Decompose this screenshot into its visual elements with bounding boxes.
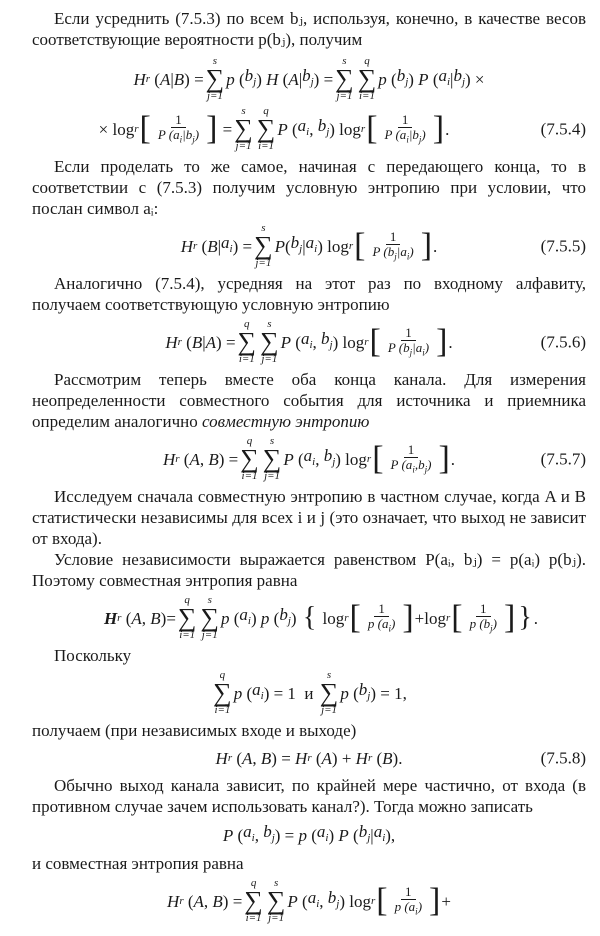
equation-number-7-5-6: (7.5.6) bbox=[540, 332, 586, 352]
equation-independent bbox=[32, 595, 586, 641]
eq-757-formula: H r ( A , B ) = q ∑ i=1 s ∑ j=1 P ( $a_i$ , $b_j$ ) log r [ $\frac{1}{P (a_i,b_j)}$ ] . bbox=[162, 435, 456, 482]
equation-number-7-5-7: (7.5.7) bbox=[540, 449, 586, 469]
paragraph-7: Поскольку bbox=[54, 646, 132, 665]
equation-last bbox=[32, 878, 586, 924]
equation-number-7-5-5: (7.5.5) bbox=[540, 236, 586, 256]
equation-7-5-6 bbox=[32, 319, 586, 365]
equation-7-5-5 bbox=[32, 223, 586, 269]
eq-indep-formula: H r ( A , B )= q ∑ i=1 s ∑ j=1 p ( $a_i$ ) p ( $b_j$ ) { log r [ $\frac{1}{p (a_i)}$ ] +log r [ $\frac{1}{p (b_j)}$ ] } . bbox=[103, 594, 539, 641]
equation-7-5-8 bbox=[32, 745, 586, 771]
paragraph-9: Обычно выход канала зависит, по крайней мере частично, от входа (в противном случае зачем использовать канал?). Тогда можно записать bbox=[32, 776, 586, 816]
eq-758-formula: H r ( A , B ) = H r ( A ) + H r ( B ). bbox=[215, 748, 403, 768]
eq-754-line1-formula: H r ( A | B ) = s ∑ j=1 p ( $b_j$ ) H ( A | $b_j$ ) = s ∑ j=1 q ∑ i=1 p ( $b_j$ ) P ( $a_i$ | $b_j$ ) × bbox=[133, 55, 485, 102]
equation-7-5-4-line-2 bbox=[32, 106, 586, 152]
paragraph-2: Если проделать то же самое, начиная с передающего конца, то в соответствии с (7.5.3) получим условную энтропию при условии, что послан символ aᵢ: bbox=[32, 157, 586, 218]
eq-755-formula: H r ( B | $a_i$ ) = s ∑ j=1 P ( $b_j$ | $a_i$ ) log r [ $\frac{1}{P (b_j|a_i)}$ ] . bbox=[180, 222, 438, 269]
equation-7-5-7 bbox=[32, 436, 586, 482]
paragraph-3: Аналогично (7.5.4), усредняя на этот раз по входному алфавиту, получаем соответствующую условную энтропию bbox=[32, 274, 586, 314]
equation-normalization bbox=[32, 670, 586, 716]
equation-number-7-5-4: (7.5.4) bbox=[540, 119, 586, 139]
paragraph-10: и совместная энтропия равна bbox=[32, 854, 244, 873]
eq-prod-formula: P ( $a_i$ , $b_j$ ) = p ( $a_i$ ) P ( $b_j$ | $a_i$ ), bbox=[222, 822, 396, 845]
eq-last-formula: H r ( A , B ) = q ∑ i=1 s ∑ j=1 P ( $a_i$ , $b_j$ ) log r [ $\frac{1}{p (a_i)}$ ] + bbox=[167, 877, 451, 924]
paragraph-6: Условие независимости выражается равенством P(aᵢ, bⱼ) = p(aᵢ) p(bⱼ). Поэтому совместная энтропия равна bbox=[32, 550, 586, 590]
paragraph-4-emphasis: совместную энтропию bbox=[202, 412, 370, 431]
paragraph-8: получаем (при независимых входе и выходе) bbox=[32, 721, 357, 740]
equation-7-5-4-line-1 bbox=[32, 56, 586, 102]
paragraph-1: Если усреднить (7.5.3) по всем bⱼ, используя, конечно, в качестве весов соответствующие вероятности p(bⱼ), получим bbox=[32, 9, 586, 49]
paragraph-4 bbox=[32, 369, 586, 432]
equation-number-7-5-8: (7.5.8) bbox=[540, 748, 586, 768]
eq-norm-formula: q ∑ i=1 p ( $a_i$ ) = 1 и s ∑ j=1 p ( $b_j$ ) = 1, bbox=[213, 669, 407, 716]
paragraph-4-text: Рассмотрим теперь вместе оба конца канала. Для измерения неопределенности совместного события для источника и приемника определим аналогично bbox=[32, 370, 586, 431]
eq-754-line2-formula: × log r [ $\frac{1}{P (a_i|b_j)}$ ] = s ∑ j=1 q ∑ i=1 P ( $a_i$ , $b_j$ ) log r [ $\frac{1}{P (a_i|b_j)}$ ] . bbox=[98, 105, 450, 152]
paragraph-5: Исследуем сначала совместную энтропию в частном случае, когда A и B статистически независимы для всех i и j (это означает, что выход не зависит от входа). bbox=[32, 487, 586, 548]
eq-756-formula: H r ( B | A ) = q ∑ i=1 s ∑ j=1 P ( $a_i$ , $b_j$ ) log r [ $\frac{1}{P (b_j|a_i)}$ ] . bbox=[165, 318, 453, 365]
equation-product bbox=[32, 821, 586, 849]
